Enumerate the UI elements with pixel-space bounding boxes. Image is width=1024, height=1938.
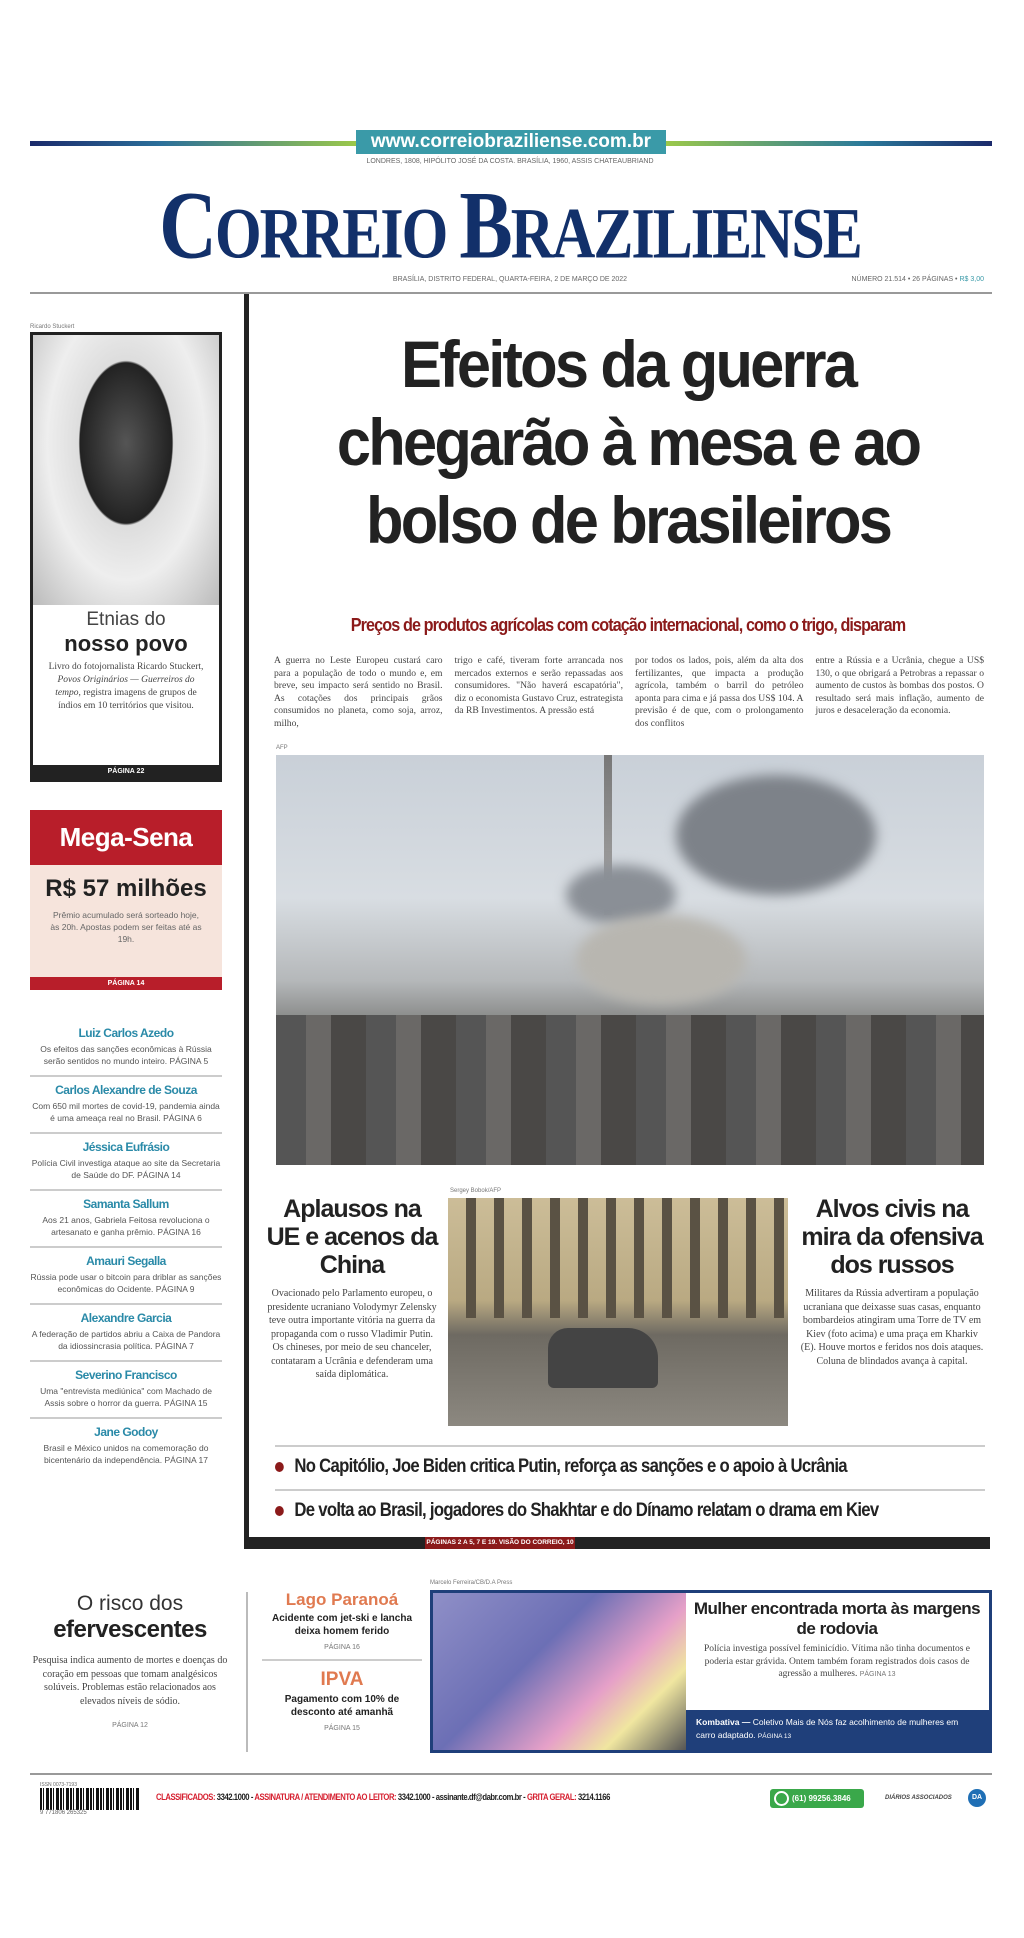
columnist-name: Amauri Segalla — [86, 1254, 166, 1268]
kombi-photo — [433, 1593, 686, 1750]
left-story-text: Ovacionado pelo Parlamento europeu, o presidente ucraniano Volodymyr Zelensky teve outra importante vitória na guerra da propaganda com o russo Vladimir Putin. Os chineses, por meio de seu chanceler, contataram a Ucrânia e defenderam uma saída diplomática. — [267, 1288, 437, 1380]
masthead-line-right — [666, 141, 992, 146]
bullet-icon — [275, 1462, 284, 1472]
megasena-page-label: PÁGINA 14 — [30, 977, 222, 990]
columnist-teaser: A federação de partidos abriu a Caixa de Pandora da idiossincrasia política. PÁGINA 7 — [31, 1329, 221, 1351]
megasena-box[interactable] — [30, 810, 222, 990]
site-url-link[interactable]: www.correiobraziliense.com.br — [356, 130, 666, 154]
columnist-teaser: Polícia Civil investiga ataque ao site da Secretaria de Saúde do DF. PÁGINA 14 — [31, 1158, 221, 1180]
lago-text: Acidente com jet-ski e lancha deixa homem ferido — [271, 1613, 413, 1637]
right-story[interactable] — [798, 1195, 986, 1368]
body-column: por todos os lados, pois, além da alta dos fertilizantes, que impacta a produção agrícola, também o barril do petróleo aponta para cima e já passa dos US$ 104. A previsão é de que, com o prolongamento dos conflitos — [635, 655, 804, 729]
columnist-teaser: Aos 21 anos, Gabriela Feitosa revoluciona o artesanato e ganha prêmio. PÁGINA 16 — [42, 1215, 210, 1237]
columnist-name: Alexandre Garcia — [80, 1311, 172, 1325]
left-story-title: Aplausos na UE e acenos da China — [266, 1195, 438, 1279]
main-body — [274, 655, 984, 730]
mulher-title: Mulher encontrada morta às margens de rodovia — [693, 1599, 981, 1638]
whatsapp-button[interactable]: (61) 99256.3846 — [770, 1789, 864, 1808]
masthead-rule — [30, 292, 992, 294]
right-story-text: Militares da Rússia advertiram a população ucraniana que deixasse suas casas, enquanto bombardeios atingiram uma Torre de TV em Kiev (foto acima) e uma praça em Kharkiv (E). Houve mortos e feridos nos dois ataques. Coluna de blindados avança à capital. — [800, 1288, 984, 1367]
contact-line: CLASSIFICADOS: 3342.1000 - ASSINATURA / ATENDIMENTO AO LEITOR: 3342.1000 - assinante.df@dabr.com.br - GRITA GERAL: 3214.1166 — [156, 1792, 610, 1802]
dateline: BRASÍLIA, DISTRITO FEDERAL, QUARTA-FEIRA, 2 DE MARÇO DE 2022 — [392, 276, 628, 283]
columnist-name: Jéssica Eufrásio — [82, 1140, 170, 1154]
column-divider — [244, 294, 249, 1544]
efervescentes-title: efervescentes — [53, 1616, 207, 1643]
page-ref: PÁGINA 16 — [324, 1644, 360, 1651]
columnist-name: Carlos Alexandre de Souza — [55, 1083, 197, 1097]
feature-page-label: PÁGINA 22 — [33, 765, 219, 779]
feature-kicker: Etnias do — [86, 609, 166, 630]
body-column: entre a Rússia e a Ucrânia, chegue a US$ 130, o que obrigará a Petrobras a repassar o aumento de custos às bombas dos postos. O resultado será mais inflação, aumento de juros e desaceleração da economia. — [815, 655, 984, 716]
efervescentes-text: Pesquisa indica aumento de mortes e doenças do coração em pessoas que tomam analgésicos solúveis. Problemas estão relacionados aos elevados níveis de sódio. — [32, 1655, 228, 1707]
feature-title: nosso povo — [64, 631, 188, 656]
feature-box[interactable] — [30, 332, 222, 782]
founders-line: LONDRES, 1808, HIPÓLITO JOSÉ DA COSTA. BRASÍLIA, 1960, ASSIS CHATEAUBRIAND — [366, 158, 654, 165]
columnist-item[interactable] — [30, 1191, 222, 1248]
bullet-link[interactable]: De volta ao Brasil, jogadores do Shakhtar e do Dínamo relatam o drama em Kiev — [275, 1500, 970, 1522]
divider — [275, 1489, 985, 1491]
ipva-story[interactable] — [262, 1669, 422, 1732]
columnist-name: Luiz Carlos Azedo — [78, 1026, 174, 1040]
ipva-text: Pagamento com 10% de desconto até amanhã — [284, 1694, 400, 1718]
bullet-link[interactable]: No Capitólio, Joe Biden critica Putin, reforça as sanções e o apoio à Ucrânia — [275, 1456, 970, 1478]
body-column: A guerra no Leste Europeu custará caro para a população de todo o mundo e, em breve, seu impacto será sentido no Brasil. As cotações dos principais grãos consumidos no planeta, como soja, arroz, milho, — [274, 655, 443, 729]
left-story[interactable] — [266, 1195, 438, 1382]
columnist-item[interactable] — [30, 1362, 222, 1419]
kiev-tower-photo[interactable] — [276, 755, 984, 1165]
kombativa-caption: Kombativa — Coletivo Mais de Nós faz acolhimento de mulheres em carro adaptado. PÁGINA 13 — [686, 1710, 989, 1750]
columnist-item[interactable] — [30, 1077, 222, 1134]
mulher-story[interactable] — [430, 1590, 992, 1753]
barcode: ISSN 0073-7193 9 771806 265325 — [40, 1782, 140, 1817]
pages-bar — [244, 1537, 990, 1549]
columnists-list — [30, 1020, 222, 1474]
diarios-associados-logo: DA — [968, 1789, 986, 1807]
columnist-item[interactable] — [30, 1020, 222, 1077]
columnist-teaser: Brasil e México unidos na comemoração do bicentenário da independência. PÁGINA 17 — [43, 1443, 209, 1465]
photo-credit: Ricardo Stuckert — [30, 324, 75, 330]
columnist-name: Severino Francisco — [75, 1368, 177, 1382]
columnist-teaser: Com 650 mil mortes de covid-19, pandemia ainda é uma ameaça real no Brasil. PÁGINA 6 — [32, 1101, 220, 1123]
columnist-teaser: Rússia pode usar o bitcoin para driblar as sanções econômicas do Ocidente. PÁGINA 9 — [30, 1272, 222, 1294]
efervescentes-kicker: O risco dos — [76, 1592, 184, 1615]
lago-title: Lago Paranoá — [285, 1590, 399, 1609]
photo-credit: Marcelo Ferreira/CB/D.A Press — [430, 1580, 513, 1586]
main-subhead: Preços de produtos agrícolas com cotação internacional, como o trigo, disparam — [350, 615, 906, 635]
columnist-item[interactable] — [30, 1419, 222, 1474]
page-ref: PÁGINA 15 — [324, 1725, 360, 1732]
group-name: DIÁRIOS ASSOCIADOS — [885, 1795, 952, 1801]
page-ref: PÁGINA 13 — [859, 1671, 896, 1678]
masthead-line-left — [30, 141, 356, 146]
columnist-teaser: Uma "entrevista mediúnica" com Machado de Assis sobre o horror da guerra. PÁGINA 15 — [40, 1386, 212, 1408]
footer-rule — [30, 1773, 992, 1775]
newspaper-logo: CORREIO BRAZILIENSE — [159, 173, 861, 280]
columnist-name: Samanta Sallum — [83, 1197, 169, 1211]
columnist-name: Jane Godoy — [94, 1425, 158, 1439]
efervescentes-story[interactable] — [30, 1592, 230, 1729]
columnist-item[interactable] — [30, 1134, 222, 1191]
megasena-text: Prêmio acumulado será sorteado hoje, às 20h. Apostas podem ser feitas até as 19h. — [50, 910, 202, 944]
photo-credit: Sergey Bobok/AFP — [450, 1188, 502, 1194]
page-ref: PÁGINA 12 — [112, 1722, 148, 1729]
feature-photo — [33, 335, 219, 605]
kharkiv-photo[interactable] — [448, 1198, 788, 1426]
photo-credit: AFP — [276, 745, 288, 751]
right-story-title: Alvos civis na mira da ofensiva dos russos — [801, 1195, 983, 1279]
megasena-amount: R$ 57 milhões — [45, 875, 207, 902]
divider — [246, 1592, 248, 1752]
pages-label: PÁGINAS 2 A 5, 7 E 19. VISÃO DO CORREIO, 10 — [425, 1537, 575, 1549]
divider — [275, 1445, 985, 1447]
feature-text: Livro do fotojornalista Ricardo Stuckert, Povos Originários — Guerreiros do tempo, registra imagens de grupos de índios em 10 territórios que visitou. — [48, 662, 204, 711]
whatsapp-icon — [774, 1791, 789, 1806]
megasena-title: Mega-Sena — [30, 810, 222, 865]
columnist-teaser: Os efeitos das sanções econômicas à Rússia serão sentidos no mundo inteiro. PÁGINA 5 — [40, 1044, 212, 1066]
lago-story[interactable] — [262, 1590, 422, 1651]
main-headline[interactable]: Efeitos da guerra chegarão à mesa e ao bolso de brasileiros — [336, 327, 920, 557]
ipva-title: IPVA — [320, 1669, 364, 1690]
edition-info: NÚMERO 21.514 • 26 PÁGINAS • R$ 3,00 — [851, 276, 984, 283]
briefs — [262, 1590, 422, 1732]
mulher-text: Polícia investiga possível feminicídio. Vítima não tinha documentos e poderia estar grávida. Ontem também foram registrados dois casos de agressão a mulheres. — [703, 1644, 971, 1679]
columnist-item[interactable] — [30, 1248, 222, 1305]
bullet-icon — [275, 1506, 284, 1516]
columnist-item[interactable] — [30, 1305, 222, 1362]
body-column: trigo e café, tiveram forte arrancada nos mercados externos e serão repassadas aos consumidores. "Não haverá escapatória", diz o economista Gustavo Cruz, estrategista da RB Investimentos. A pressão está — [454, 655, 623, 716]
